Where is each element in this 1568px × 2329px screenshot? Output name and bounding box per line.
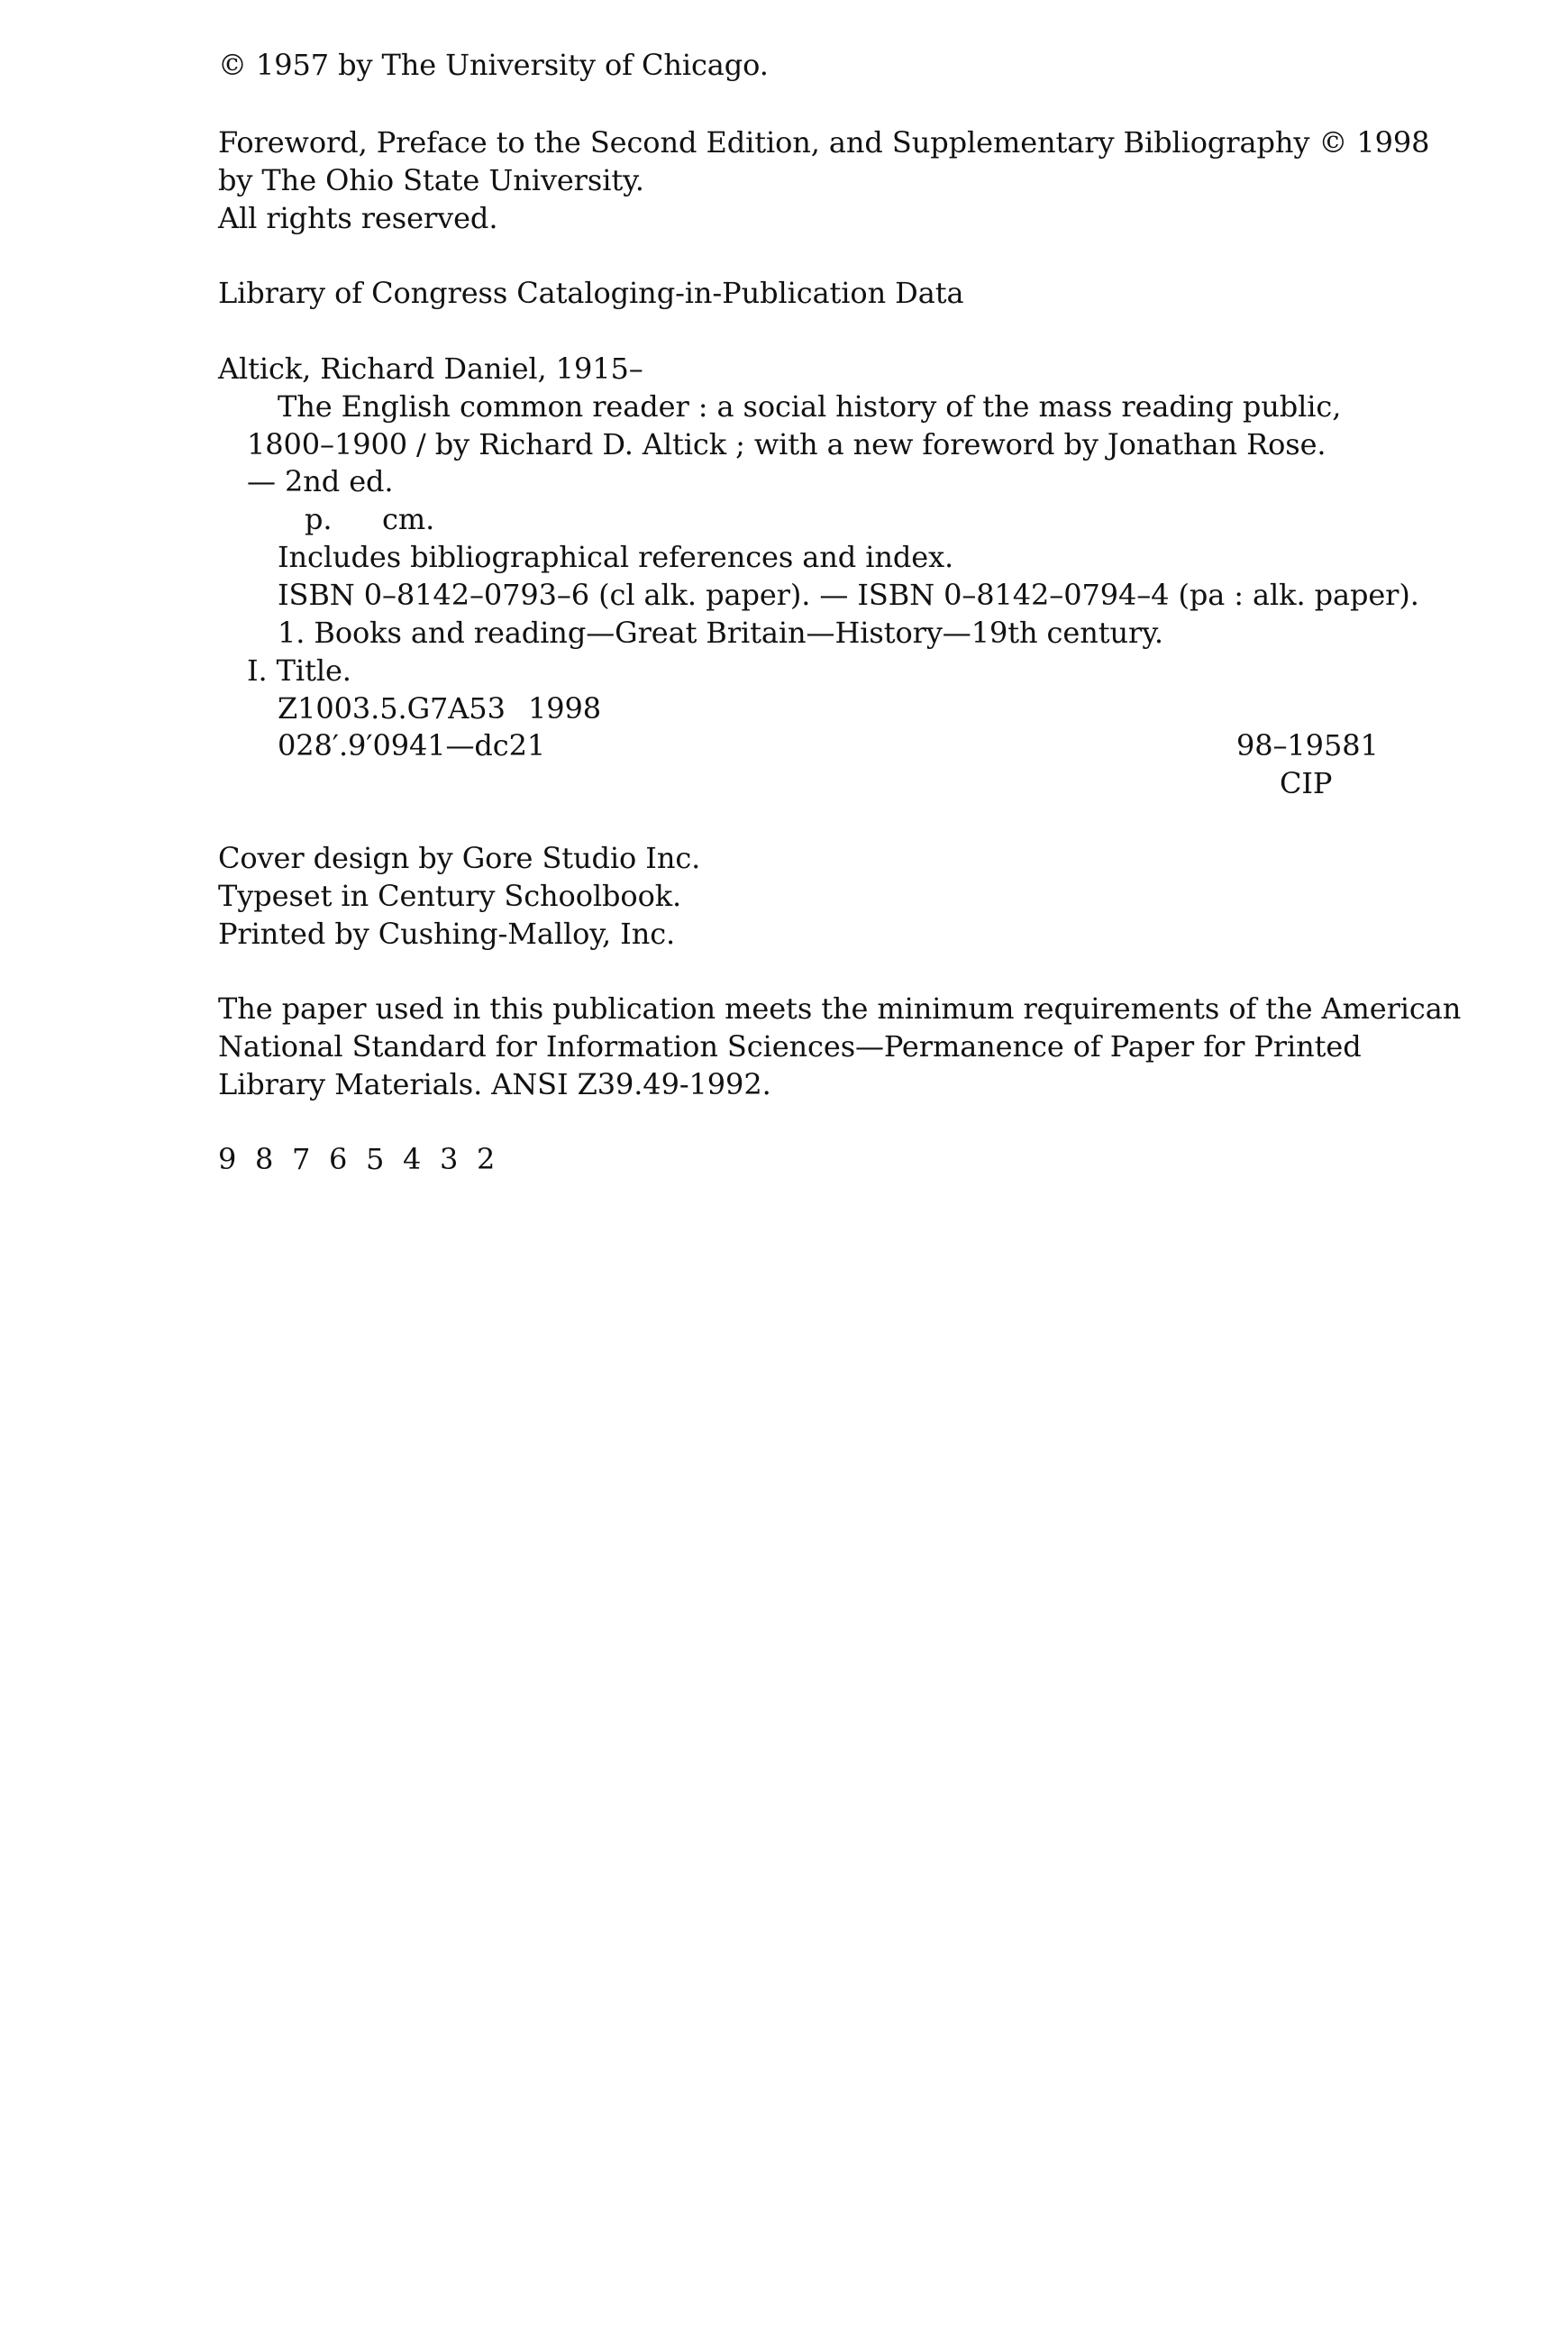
paper-notice-line-1: The paper used in this publication meets the minimum requirements of the American bbox=[218, 991, 1462, 1026]
cip-call-year: 1998 bbox=[528, 691, 602, 726]
cip-lccn: 98–19581 bbox=[1236, 728, 1379, 763]
copyright-line: © 1957 by The University of Chicago. bbox=[218, 48, 769, 82]
printing-number: 5 bbox=[366, 1142, 385, 1176]
cip-label: CIP bbox=[1280, 766, 1333, 800]
cip-author: Altick, Richard Daniel, 1915– bbox=[218, 352, 643, 386]
rights-reserved: All rights reserved. bbox=[218, 201, 498, 235]
cip-heading: Library of Congress Cataloging-in-Publication Data bbox=[218, 276, 964, 310]
printing-number: 8 bbox=[255, 1142, 274, 1176]
typeset-info: Typeset in Century Schoolbook. bbox=[218, 879, 682, 913]
printing-number: 6 bbox=[329, 1142, 348, 1176]
cip-title-entry: I. Title. bbox=[247, 653, 351, 688]
printing-number-line bbox=[218, 1141, 514, 1177]
printing-number: 7 bbox=[292, 1142, 311, 1176]
printing-number: 9 bbox=[218, 1142, 237, 1176]
cip-call-number: Z1003.5.G7A53 bbox=[278, 691, 506, 726]
cover-design: Cover design by Gore Studio Inc. bbox=[218, 841, 701, 875]
editions-line-2: by The Ohio State University. bbox=[218, 163, 644, 197]
cip-title-line-1: The English common reader : a social history of the mass reading public, bbox=[278, 389, 1342, 424]
printer-info: Printed by Cushing-Malloy, Inc. bbox=[218, 917, 676, 951]
printing-number: 3 bbox=[440, 1142, 459, 1176]
editions-line-1: Foreword, Preface to the Second Edition, and Supplementary Bibliography © 1998 bbox=[218, 125, 1430, 160]
cip-cm: cm. bbox=[382, 502, 435, 536]
printing-number: 4 bbox=[403, 1142, 422, 1176]
paper-notice-line-2: National Standard for Information Sciences—Permanence of Paper for Printed bbox=[218, 1029, 1362, 1064]
cip-subject: 1. Books and reading—Great Britain—History—19th century. bbox=[278, 616, 1163, 650]
cip-pages: p. bbox=[305, 502, 333, 536]
cip-title-line-2: 1800–1900 / by Richard D. Altick ; with a new foreword by Jonathan Rose. bbox=[247, 427, 1326, 461]
cip-edition: — 2nd ed. bbox=[247, 464, 394, 498]
cip-includes: Includes bibliographical references and index. bbox=[278, 540, 954, 574]
printing-number: 2 bbox=[477, 1142, 496, 1176]
cip-dewey: 028′.9′0941—dc21 bbox=[278, 728, 546, 763]
paper-notice-line-3: Library Materials. ANSI Z39.49-1992. bbox=[218, 1067, 771, 1101]
cip-isbn: ISBN 0–8142–0793–6 (cl alk. paper). — ISBN 0–8142–0794–4 (pa : alk. paper). bbox=[278, 578, 1419, 612]
